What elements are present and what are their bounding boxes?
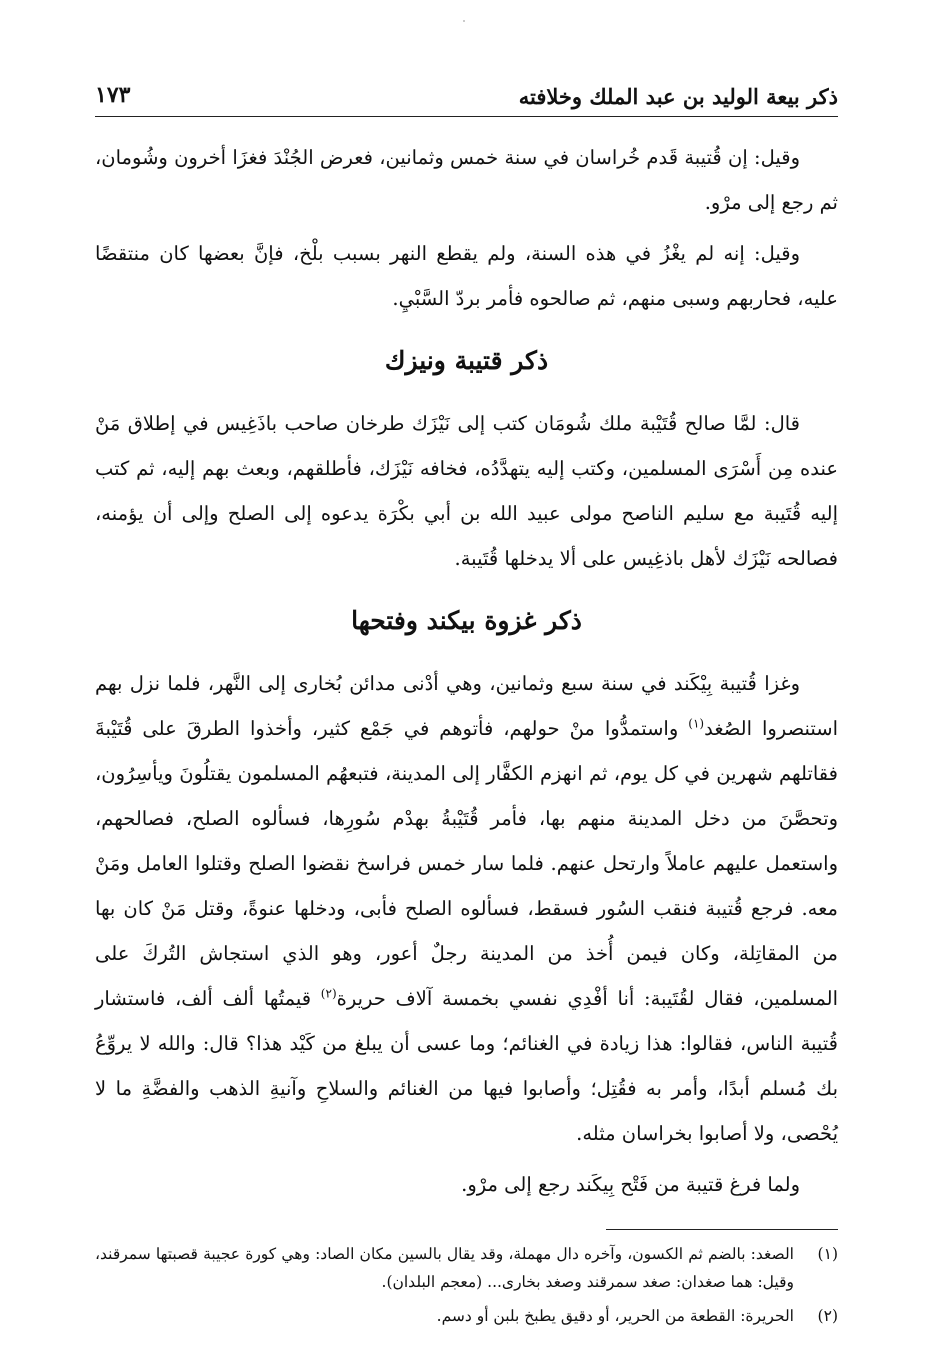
paragraph: وقيل: إنه لم يغْزُ في هذه السنة، ولم يقطع النهر بسبب بلْخ، فإنَّ بعضها كان منتقضًا عليه، فحاربهم وسبى منهم، ثم صالحوه فأمر بردّ السَّبْيِ. [95, 242, 838, 310]
section-heading: ذكر غزوة بيكند وفتحها [351, 606, 582, 635]
paragraph [95, 661, 838, 1156]
page-header [95, 78, 838, 117]
paragraph: وقيل: إن قُتيبة قَدم خُراسان في سنة خمس وثمانين، فعرض الجُنْدَ فغزَا أخرون وشُومان، ثم رجع إلى مرْو. [95, 146, 838, 214]
running-title: ذكر بيعة الوليد بن عبد الملك وخلافته [518, 84, 838, 109]
paragraph: قال: لمَّا صالح قُتَيْبة ملك شُومَان كتب إلى نَيْزَك طرخان صاحب باذَغِيس في إطلاق مَنْ عنده مِن أَسْرَى المسلمين، وكتب إليه يتهدَّدُه، فخافه نَيْزَك، فأطلقهم، وبعث بهم إليه، ثم كتب إليه قُتَيبة مع سليم الناصح مولى عبيد الله بن أبي بكْرَة يدعوه إلى الصلح وإلى أن يؤمنه، فصالحه نَيْزَك لأهل باذغِيس على ألا يدخلها قُتَيبة. [95, 412, 838, 570]
footnote-number: (١) [817, 1245, 838, 1263]
paragraph-text: قيمتُها ألف ألف، فاستشار قُتيبة الناس، فقالوا: هذا زيادة في الغنائم؛ وما عسى أن يبلغ من كَيْد هذا؟ قال: والله لا يروِّعُ بك مُسلم أبدًا، وأمر به فقُتِل؛ وأصابوا فيها من الغنائم والسلاحِ وآنيةِ الذهب والفضَّةِ ما لا يُحْصى، ولا أصابوا بخراسان مثله. [95, 987, 838, 1145]
footnotes [95, 1240, 838, 1330]
footnote-divider [606, 1229, 838, 1230]
paragraph-text: واستمدُّوا منْ حولهم، فأتوهم في جَمْع كثير، وأخذوا الطرقَ على قُتَيْبةَ فقاتلهم شهرين في كل يوم، ثم انهزم الكفَّار إلى المدينة، فتبعهُم المسلمون يقتلُونَ ويأسِرُون، وتحصَّنَ من دخل المدينة منهم بها، فأمر قُتَيْبةُ بهدْم سُورِها، فسألوه الصلح، فصالحهم، واستعمل عليهم عاملاً وارتحل عنهم. فلما سار خمس فراسخ نقضوا الصلح وقتلوا العامل ومَنْ معه. فرجع قُتيبة فنقب السُور فسقط، فسألوه الصلح فأبى، ودخلها عنوةً، وقتل مَنْ كان بها من المقاتِلة، وكان فيمن أُخذ من المدينة رجلٌ أعور، وهو الذي استجاش التُركَ على المسلمين، فقال لقُتَيبة: أنا أفْدِي نفسي بخمسة آلاف حريرة [95, 717, 838, 1010]
book-page [95, 78, 838, 1348]
main-text [95, 135, 838, 1207]
paragraph-text: وغزا قُتيبة بِيْكَند في سنة سبع وثمانين، وهي أدْنى مدائن بُخارى إلى النَّهر، فلما نزل بهم استنصروا الصُغد [95, 672, 839, 740]
footnote [95, 1240, 838, 1296]
footnote-text: الحريرة: القطعة من الحرير، أو دقيق يطبخ بلبن أو دسم. [436, 1307, 794, 1325]
page-number: ١٧٣ [95, 82, 131, 108]
footnote-reference[interactable]: (١) [688, 716, 705, 731]
section-heading: ذكر قتيبة ونيزك [384, 346, 549, 375]
footnote-reference[interactable]: (٢) [320, 986, 337, 1001]
footnote-text: الصغد: بالضم ثم الكسون، وآخره دال مهملة، وقد يقال بالسين مكان الصاد: وهي كورة عجيبة قصبتها سمرقند، وقيل: هما صغدان: صغد سمرقند وصغد بخارى... (معجم البلدان). [95, 1245, 794, 1291]
scan-speck [463, 20, 465, 22]
paragraph: ولما فرغ قتيبة من فَتْح بِيكَند رجع إلى مرْو. [461, 1173, 800, 1196]
footnote-number: (٢) [817, 1307, 838, 1325]
footnote [95, 1302, 838, 1330]
